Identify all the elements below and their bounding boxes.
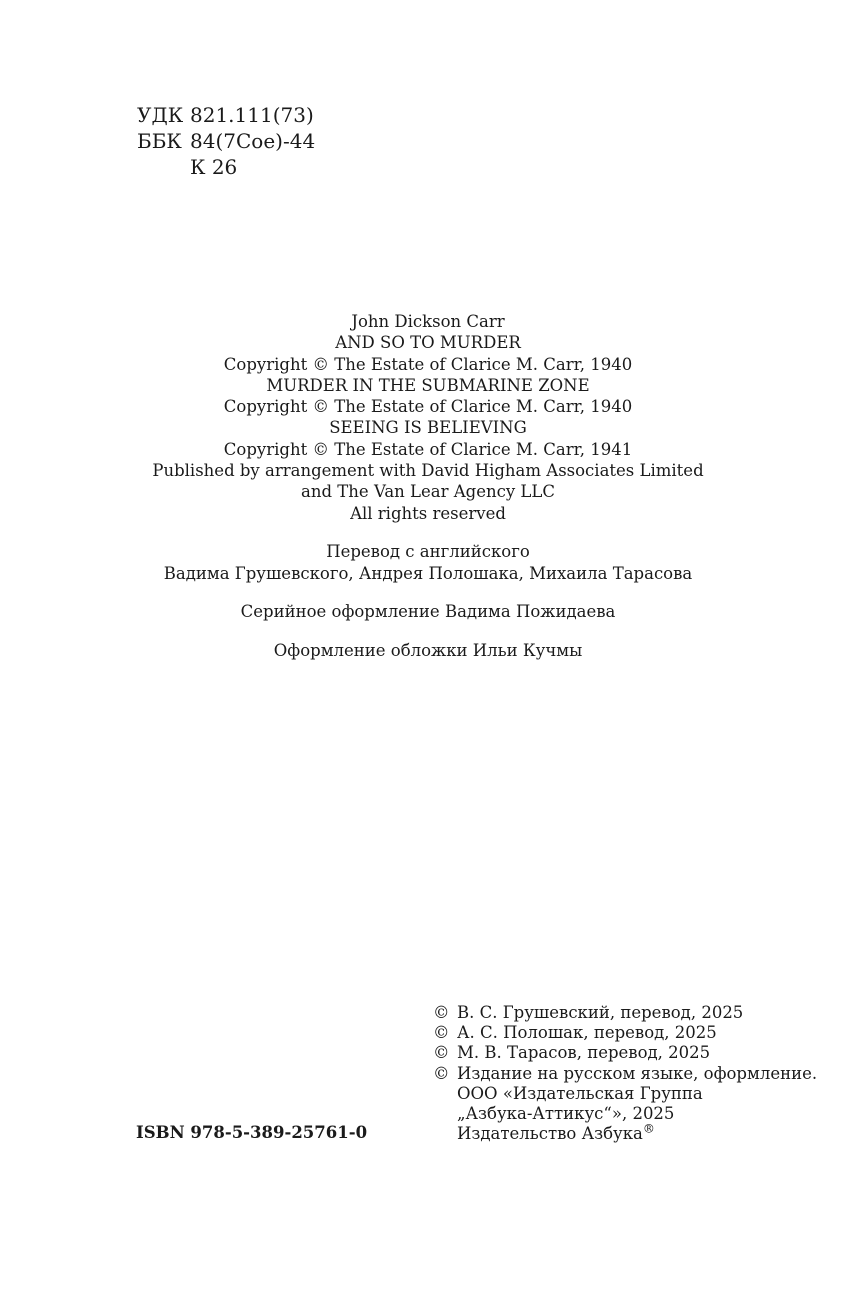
publisher-line-3 <box>433 1121 817 1144</box>
translation-line-1: Перевод с английского <box>326 542 530 561</box>
isbn: ISBN 978-5-389-25761-0 <box>136 1123 368 1142</box>
author-mark: К 26 <box>190 155 238 179</box>
original-title-2: MURDER IN THE SUBMARINE ZONE <box>266 375 590 395</box>
translation-block <box>0 541 856 584</box>
copyright-item-2 <box>433 1023 817 1043</box>
registered-mark: ® <box>642 1121 655 1136</box>
copyright-symbol: © <box>433 1043 450 1063</box>
rights-reserved: All rights reserved <box>350 503 506 523</box>
author-name: John Dickson Carr <box>351 312 505 331</box>
publisher-line-1: ООО «Издательская Группа <box>457 1083 703 1103</box>
copyright-notices <box>433 1003 817 1144</box>
rights-block <box>0 311 856 524</box>
copyright-text: М. В. Тарасов, перевод, 2025 <box>457 1043 711 1063</box>
arrangement-line-2: and The Van Lear Agency LLC <box>301 482 555 502</box>
classification-block <box>137 102 315 180</box>
copyright-line-3: Copyright © The Estate of Clarice M. Carr, 1941 <box>223 439 633 459</box>
udk-row <box>137 102 315 128</box>
udk-label: УДК <box>137 103 184 127</box>
original-title-3: SEEING IS BELIEVING <box>329 418 527 438</box>
arrangement-line-1: Published by arrangement with David Higham Associates Limited <box>152 461 704 481</box>
original-title-1: AND SO TO MURDER <box>335 333 521 353</box>
copyright-text: А. С. Полошак, перевод, 2025 <box>457 1023 717 1043</box>
udk-value: 821.111(73) <box>190 103 314 127</box>
copyright-text: В. С. Грушевский, перевод, 2025 <box>457 1003 744 1022</box>
bbk-value: 84(7Сое)-44 <box>190 129 316 153</box>
bbk-row <box>137 128 315 154</box>
copyright-text: Издание на русском языке, оформление. <box>457 1063 818 1083</box>
publisher-line-2: „Азбука-Аттикус“», 2025 <box>457 1104 675 1124</box>
series-design-credit: Серийное оформление Вадима Пожидаева <box>240 602 616 621</box>
translation-line-2: Вадима Грушевского, Андрея Полошака, Михаила Тарасова <box>163 563 693 583</box>
copyright-line-2: Copyright © The Estate of Clarice M. Carr, 1940 <box>223 397 633 417</box>
bbk-label: ББК <box>137 129 182 153</box>
copyright-line-1: Copyright © The Estate of Clarice M. Carr, 1940 <box>223 354 633 374</box>
copyright-symbol: © <box>433 1023 450 1043</box>
copyright-item-4 <box>433 1064 817 1084</box>
copyright-item-1 <box>433 1003 817 1023</box>
copyright-symbol: © <box>433 1003 450 1022</box>
publisher-name: Издательство Азбука <box>457 1124 643 1144</box>
copyright-symbol: © <box>433 1063 450 1083</box>
cover-design-credit: Оформление обложки Ильи Кучмы <box>273 641 583 660</box>
copyright-item-3 <box>433 1043 817 1063</box>
